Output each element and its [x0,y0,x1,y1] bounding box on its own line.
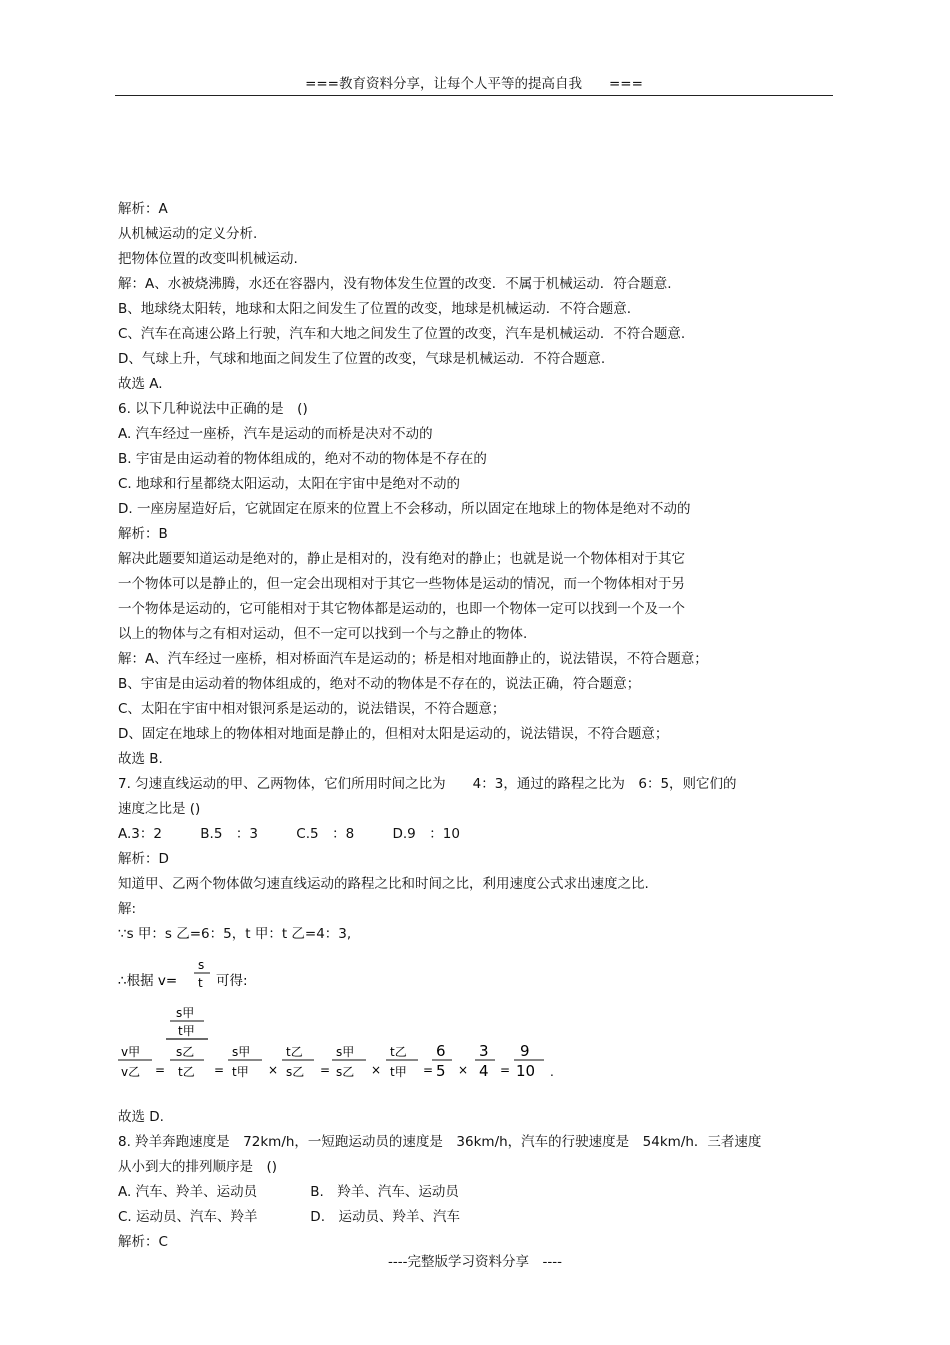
question-stem: 8. 羚羊奔跑速度是 72km/h，一短跑运动员的速度是 36km/h，汽车的行驶速度是 54km/h．三者速度 [118,1134,762,1150]
formula-denominator: t [198,976,203,990]
ratio-derivation [118,999,838,1107]
formula-term: v乙 [121,1065,141,1079]
options-row [118,1182,838,1207]
options-row [118,1207,838,1232]
option-b: B. 宇宙是由运动着的物体组成的，绝对不动的物体是不存在的 [118,451,487,467]
options-row [118,824,838,849]
formula-term: s乙 [336,1065,355,1079]
formula-period: . [550,1065,554,1079]
question-6 [118,399,838,774]
multiply-sign: × [458,1063,469,1077]
formula-prefix: ∴根据 v= [118,973,178,989]
text-line: B、地球绕太阳转，地球和太阳之间发生了位置的改变，地球是机械运动．不符合题意. [118,301,632,317]
equals-sign: = [214,1063,225,1077]
text-line: 故选 D. [118,1109,164,1125]
question-stem: 速度之比是 () [118,801,201,817]
text-line: ∵s 甲：s 乙=6：5，t 甲：t 乙=4：3, [118,926,352,942]
formula-number: 9 [520,1042,530,1060]
formula-number: 4 [479,1062,489,1080]
solution-q5 [118,199,838,399]
option-d: D. 运动员、羚羊、汽车 [310,1209,460,1225]
formula-term: s乙 [176,1045,195,1059]
formula-term: s甲 [336,1045,355,1059]
text-line: 解析：B [118,526,168,542]
equals-sign: = [423,1063,434,1077]
text-line: 解析：D [118,851,169,867]
option-c: C. 地球和行星都绕太阳运动，太阳在宇宙中是绝对不动的 [118,476,461,492]
option-c: C. 运动员、汽车、羚羊 [118,1209,258,1225]
formula-term: t甲 [232,1065,249,1079]
option-a: A. 汽车、羚羊、运动员 [118,1184,258,1200]
multiply-sign: × [268,1063,279,1077]
text-line: 解析：A [118,201,168,217]
option-d: D. 一座房屋造好后，它就固定在原来的位置上不会移动，所以固定在地球上的物体是绝对不动的 [118,501,691,517]
equals-sign: = [155,1063,166,1077]
formula-suffix: 可得: [216,973,248,989]
option-b: B. 羚羊、汽车、运动员 [310,1184,459,1200]
document-body [118,199,838,1257]
option-d: D.9 ：10 [392,826,460,842]
question-7 [118,774,838,1132]
formula-number: 10 [516,1062,536,1080]
option-c: C.5 ：8 [296,826,355,842]
formula-term: v甲 [121,1045,141,1059]
text-line: 故选 B. [118,751,163,767]
question-8 [118,1132,838,1257]
option-a: A. 汽车经过一座桥，汽车是运动的而桥是决对不动的 [118,426,433,442]
page-header [115,72,833,96]
formula-term: t甲 [390,1065,407,1079]
text-line: 解：A、水被烧沸腾，水还在容器内，没有物体发生位置的改变．不属于机械运动．符合题意. [118,276,672,292]
formula-number: 3 [479,1042,489,1060]
question-stem: 7. 匀速直线运动的甲、乙两物体，它们所用时间之比为 4：3，通过的路程之比为 6：5，则它们的 [118,776,737,792]
text-line: 一个物体可以是静止的，但一定会出现相对于其它一些物体是运动的情况，而一个物体相对于另 [118,576,685,592]
text-line: 故选 A. [118,376,163,392]
text-line: C、汽车在高速公路上行驶，汽车和大地之间发生了位置的改变，汽车是机械运动．不符合题意. [118,326,686,342]
question-stem: 从小到大的排列顺序是 () [118,1159,278,1175]
question-stem: 6. 以下几种说法中正确的是 () [118,401,308,417]
text-line: C、太阳在宇宙中相对银河系是运动的，说法错误，不符合题意； [118,701,506,717]
multiply-sign: × [371,1063,382,1077]
ratio-formula-graphic [118,999,578,1104]
formula-term: t甲 [178,1024,195,1038]
text-line: B、宇宙是由运动着的物体组成的，绝对不动的物体是不存在的，说法正确，符合题意； [118,676,641,692]
page-footer [0,1250,950,1270]
text-line: 解: [118,901,137,917]
formula-term: t乙 [390,1045,407,1059]
footer-text: ----完整版学习资料分享 ---- [388,1254,562,1270]
velocity-formula-graphic [118,949,418,999]
option-a: A.3：2 [118,826,162,842]
formula-term: t乙 [286,1045,303,1059]
formula-number: 6 [436,1042,446,1060]
option-b: B.5 ：3 [200,826,258,842]
text-line: 一个物体是运动的，它可能相对于其它物体都是运动的，也即一个物体一定可以找到一个及一个 [118,601,685,617]
formula-term: s甲 [232,1045,251,1059]
text-line: 解析：C [118,1234,168,1250]
formula-term: t乙 [178,1065,195,1079]
equals-sign: = [500,1063,511,1077]
text-line: 知道甲、乙两个物体做匀速直线运动的路程之比和时间之比，利用速度公式求出速度之比. [118,876,649,892]
formula-numerator: s [198,958,205,972]
formula-number: 5 [436,1062,446,1080]
equals-sign: = [320,1063,331,1077]
text-line: 从机械运动的定义分析. [118,226,258,242]
text-line: 以上的物体与之有相对运动，但不一定可以找到一个与之静止的物体. [118,626,528,642]
header-text: ===教育资料分享，让每个人平等的提高自我 === [305,76,643,92]
formula-term: s甲 [176,1006,195,1020]
text-line: D、固定在地球上的物体相对地面是静止的，但相对太阳是运动的，说法错误，不符合题意； [118,726,669,742]
velocity-formula [118,949,838,999]
formula-term: s乙 [286,1065,305,1079]
text-line: 解决此题要知道运动是绝对的，静止是相对的，没有绝对的静止；也就是说一个物体相对于其它 [118,551,685,567]
text-line: 把物体位置的改变叫机械运动. [118,251,298,267]
text-line: D、气球上升，气球和地面之间发生了位置的改变，气球是机械运动．不符合题意. [118,351,606,367]
text-line: 解：A、汽车经过一座桥，相对桥面汽车是运动的；桥是相对地面静止的，说法错误，不符合题意； [118,651,708,667]
